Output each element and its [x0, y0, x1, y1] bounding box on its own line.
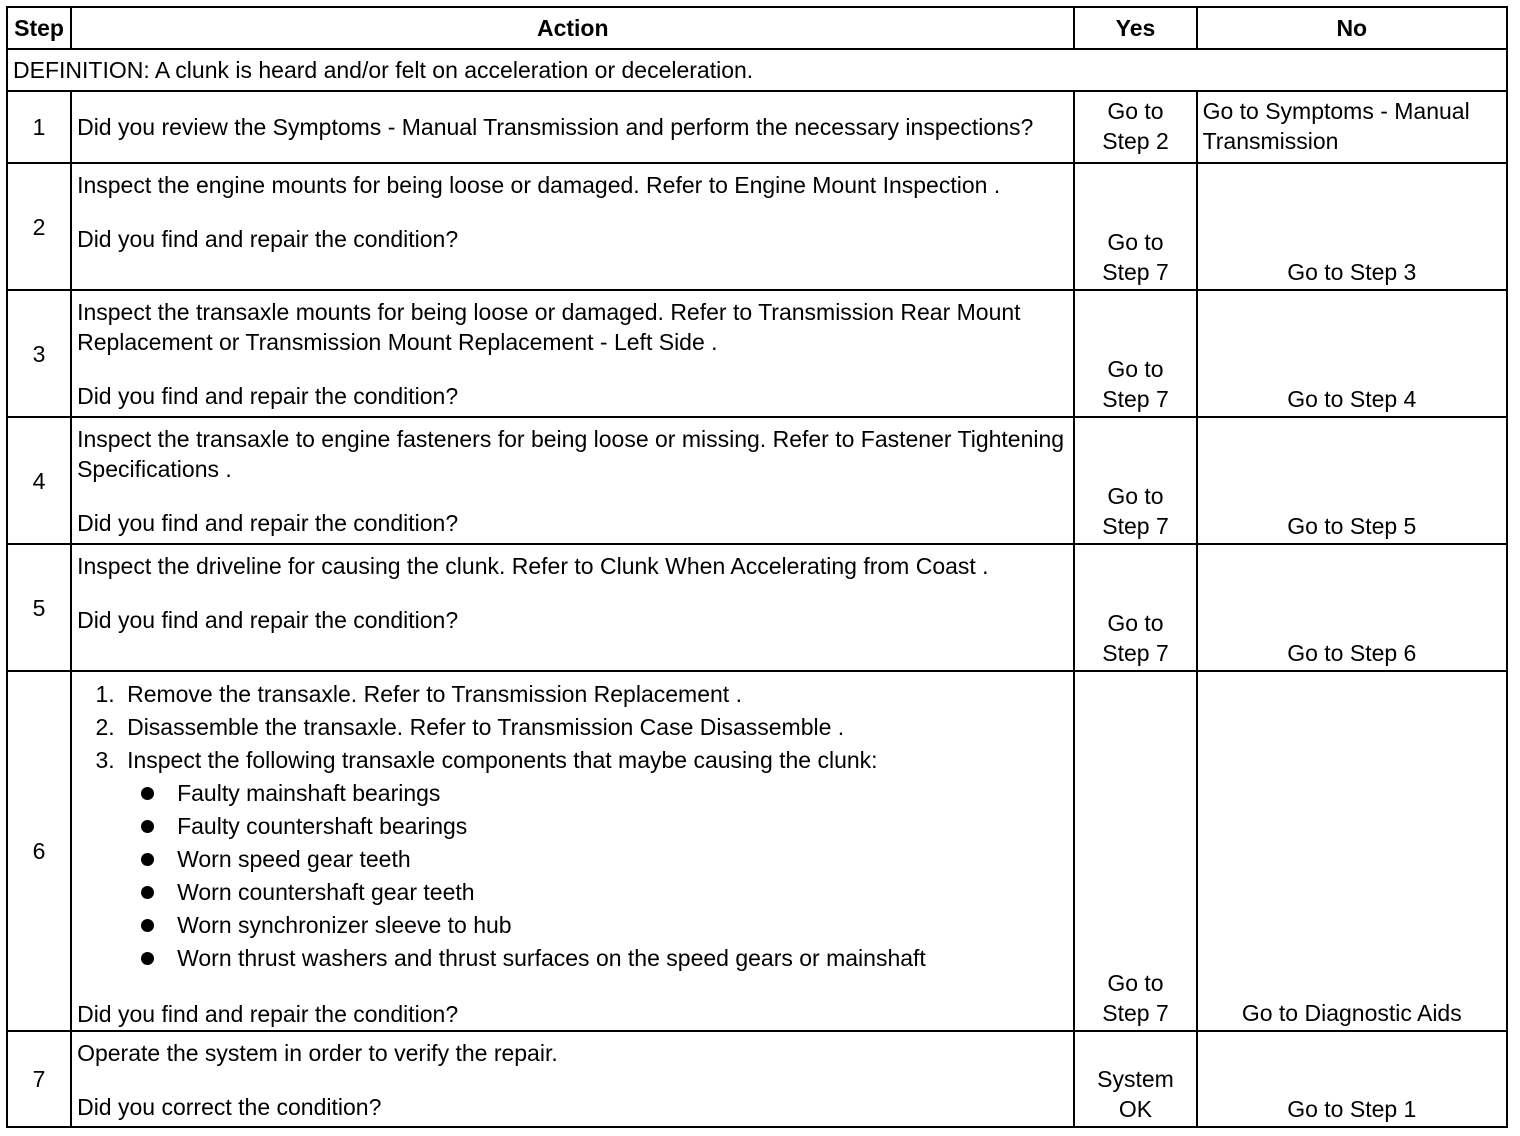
header-action: Action [71, 7, 1074, 49]
yes-cell [1074, 671, 1196, 1031]
no-cell: Go to Step 5 [1197, 417, 1507, 544]
bullet-item: Faulty mainshaft bearings [171, 777, 1068, 810]
action-cell [71, 290, 1074, 417]
yes-line-2: Step 7 [1102, 1000, 1169, 1026]
header-no: No [1197, 7, 1507, 49]
yes-line-1: Go to [1107, 98, 1164, 124]
substep-item [121, 744, 1068, 975]
yes-cell [1074, 91, 1196, 163]
action-cell [71, 671, 1074, 1031]
no-cell: Go to Diagnostic Aids [1197, 671, 1507, 1031]
action-text: Did you review the Symptoms - Manual Transmission and perform the necessary inspections? [71, 91, 1074, 163]
action-cell [71, 417, 1074, 544]
bullet-item: Worn thrust washers and thrust surfaces on the speed gears or mainshaft [171, 942, 1068, 975]
table-row [7, 1031, 1507, 1127]
yes-line-1: System [1097, 1066, 1174, 1092]
yes-line-2: OK [1118, 1096, 1153, 1122]
action-cell [71, 163, 1074, 290]
action-question: Did you find and repair the condition? [77, 607, 459, 633]
yes-line-2: Step 7 [1102, 386, 1169, 412]
action-question: Did you correct the condition? [77, 1094, 382, 1120]
action-cell [71, 544, 1074, 671]
action-text: Inspect the driveline for causing the clunk. Refer to Clunk When Accelerating from Coast . [77, 553, 989, 579]
step-number: 2 [7, 163, 71, 290]
yes-line-1: Go to [1107, 610, 1164, 636]
action-text: Inspect the transaxle to engine fasteners for being loose or missing. Refer to Fastener Tightening Specifications . [77, 426, 1065, 482]
table-row [7, 91, 1507, 163]
no-cell: Go to Symptoms - Manual Transmission [1197, 91, 1507, 163]
action-text: Inspect the transaxle mounts for being loose or damaged. Refer to Transmission Rear Mount Replacement or Transmission Mount Replacement - Left Side . [77, 299, 1021, 355]
action-question: Did you find and repair the condition? [77, 510, 459, 536]
no-cell: Go to Step 4 [1197, 290, 1507, 417]
no-cell: Go to Step 6 [1197, 544, 1507, 671]
diagnostic-table [6, 6, 1508, 1128]
yes-line-1: Go to [1107, 229, 1164, 255]
action-cell [71, 1031, 1074, 1127]
yes-cell [1074, 544, 1196, 671]
step-number: 7 [7, 1031, 71, 1127]
table-row [7, 290, 1507, 417]
header-step: Step [7, 7, 71, 49]
bullet-item: Worn synchronizer sleeve to hub [171, 909, 1068, 942]
step-number: 6 [7, 671, 71, 1031]
table-row [7, 671, 1507, 1031]
yes-cell [1074, 163, 1196, 290]
table-row [7, 544, 1507, 671]
substep-list [77, 678, 1068, 975]
substep-item: 2. Disassemble the transaxle. Refer to Transmission Case Disassemble . [121, 711, 1068, 744]
step-number: 3 [7, 290, 71, 417]
yes-line-1: Go to [1107, 356, 1164, 382]
yes-cell [1074, 1031, 1196, 1127]
action-question: Did you find and repair the condition? [77, 1001, 459, 1027]
bullet-item: Worn countershaft gear teeth [171, 876, 1068, 909]
no-cell: Go to Step 3 [1197, 163, 1507, 290]
yes-cell [1074, 417, 1196, 544]
bullet-item: Worn speed gear teeth [171, 843, 1068, 876]
yes-line-2: Step 7 [1102, 513, 1169, 539]
definition-row [7, 49, 1507, 91]
step-number: 5 [7, 544, 71, 671]
component-bullet-list [127, 777, 1068, 975]
table-row [7, 163, 1507, 290]
action-text: Operate the system in order to verify the repair. [77, 1040, 558, 1066]
header-yes: Yes [1074, 7, 1196, 49]
yes-line-2: Step 7 [1102, 259, 1169, 285]
bullet-item: Faulty countershaft bearings [171, 810, 1068, 843]
yes-cell [1074, 290, 1196, 417]
step-number: 1 [7, 91, 71, 163]
substep-item: 1. Remove the transaxle. Refer to Transmission Replacement . [121, 678, 1068, 711]
step-number: 4 [7, 417, 71, 544]
yes-line-2: Step 7 [1102, 640, 1169, 666]
yes-line-1: Go to [1107, 970, 1164, 996]
definition-text: DEFINITION: A clunk is heard and/or felt on acceleration or deceleration. [7, 49, 1507, 91]
yes-line-2: Step 2 [1102, 128, 1169, 154]
header-row [7, 7, 1507, 49]
table-row [7, 417, 1507, 544]
action-question: Did you find and repair the condition? [77, 383, 459, 409]
yes-line-1: Go to [1107, 483, 1164, 509]
action-question: Did you find and repair the condition? [77, 226, 459, 252]
substep-text: Inspect the following transaxle components that maybe causing the clunk: [127, 747, 878, 773]
no-cell: Go to Step 1 [1197, 1031, 1507, 1127]
action-text: Inspect the engine mounts for being loose or damaged. Refer to Engine Mount Inspection . [77, 172, 1001, 198]
